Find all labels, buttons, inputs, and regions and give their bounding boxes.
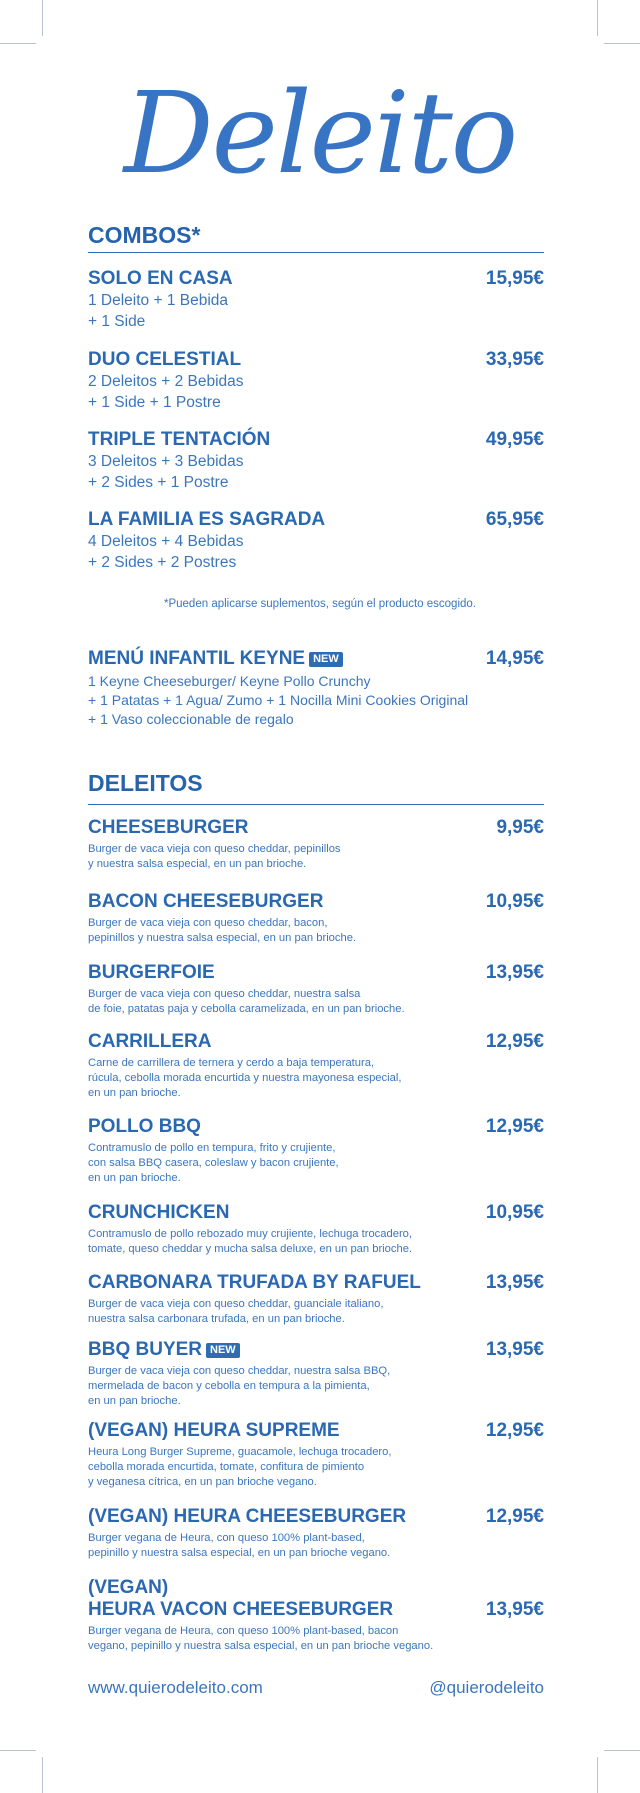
combo-desc: + 1 Side + 1 Postre	[88, 394, 221, 411]
combo-item	[88, 509, 544, 573]
menu-item	[88, 1420, 544, 1490]
description-line: y veganesa cítrica, en un pan brioche vegano.	[88, 1476, 317, 1488]
item-description	[88, 1531, 544, 1561]
kids-menu-line: 1 Keyne Cheeseburger/ Keyne Pollo Crunchy	[88, 673, 371, 689]
item-name-row	[88, 1339, 544, 1361]
description-line: Burger de vaca vieja con queso cheddar, pepinillos	[88, 843, 341, 855]
item-description	[88, 1624, 544, 1654]
description-line: Burger de vaca vieja con queso cheddar, bacon,	[88, 917, 328, 929]
item-price: 12,95€	[485, 1506, 544, 1527]
description-line: pepinillo y nuestra salsa especial, en un pan brioche vegano.	[88, 1547, 391, 1559]
description-line: rúcula, cebolla morada encurtida y nuestra mayonesa especial,	[88, 1072, 402, 1084]
crop-mark	[0, 43, 36, 44]
crop-mark	[597, 0, 598, 36]
description-line: pepinillos y nuestra salsa especial, en un pan brioche.	[88, 932, 357, 944]
combo-price: 65,95€	[485, 509, 544, 530]
combo-desc: 1 Deleito + 1 Bebida	[88, 292, 229, 309]
combo-desc: 4 Deleitos + 4 Bebidas	[88, 533, 244, 550]
combos-note: *Pueden aplicarse suplementos, según el producto escogido.	[164, 598, 476, 610]
description-line: Burger vegana de Heura, con queso 100% plant-based, bacon	[88, 1625, 399, 1637]
kids-menu-name-row	[88, 648, 544, 670]
description-line: nuestra salsa carbonara trufada, en un pan brioche.	[88, 1313, 345, 1325]
section-divider	[88, 804, 544, 805]
item-name-line2: HEURA VACON CHEESEBURGER	[88, 1599, 394, 1620]
section-divider	[88, 252, 544, 253]
combo-desc: 2 Deleitos + 2 Bebidas	[88, 373, 244, 390]
menu-item	[88, 962, 544, 1017]
item-price: 13,95€	[485, 962, 544, 983]
item-name: CHEESEBURGER	[88, 817, 249, 838]
kids-menu-line: + 1 Patatas + 1 Agua/ Zumo + 1 Nocilla Mini Cookies Original	[88, 692, 469, 708]
new-badge: NEW	[309, 652, 343, 667]
item-description	[88, 987, 544, 1017]
item-name: BACON CHEESEBURGER	[88, 891, 324, 912]
combo-name: SOLO EN CASA	[88, 268, 233, 289]
description-line: Burger de vaca vieja con queso cheddar, nuestra salsa BBQ,	[88, 1365, 391, 1377]
item-price: 13,95€	[485, 1599, 544, 1620]
menu-item	[88, 817, 544, 872]
description-line: y nuestra salsa especial, en un pan brioche.	[88, 858, 307, 870]
menu-item	[88, 891, 544, 946]
combo-desc: 3 Deleitos + 3 Bebidas	[88, 453, 244, 470]
crop-mark	[42, 0, 43, 36]
description-line: Carne de carrillera de ternera y cerdo a baja temperatura,	[88, 1057, 375, 1069]
combo-desc: + 2 Sides + 1 Postre	[88, 474, 229, 491]
item-description	[88, 1364, 544, 1409]
item-description	[88, 1227, 544, 1257]
item-name: CARRILLERA	[88, 1031, 212, 1052]
crop-mark	[604, 1750, 640, 1751]
description-line: mermelada de bacon y cebolla en tempura a la pimienta,	[88, 1380, 370, 1392]
description-line: de foie, patatas paja y cebolla caramelizada, en un pan brioche.	[88, 1003, 405, 1015]
item-price: 13,95€	[485, 1339, 544, 1360]
description-line: Burger vegana de Heura, con queso 100% plant-based,	[88, 1532, 365, 1544]
item-description	[88, 842, 544, 872]
item-price: 12,95€	[485, 1031, 544, 1052]
description-line: en un pan brioche.	[88, 1172, 181, 1184]
description-line: Contramuslo de pollo en tempura, frito y crujiente,	[88, 1142, 336, 1154]
combo-price: 15,95€	[485, 268, 544, 289]
item-name: POLLO BBQ	[88, 1116, 201, 1137]
combo-name: DUO CELESTIAL	[88, 349, 242, 370]
item-name: BURGERFOIE	[88, 962, 215, 983]
kids-menu-name: MENÚ INFANTIL KEYNE	[88, 648, 306, 669]
deleitos-title: DELEITOS	[88, 770, 203, 796]
new-badge: NEW	[206, 1343, 240, 1358]
description-line: en un pan brioche.	[88, 1395, 181, 1407]
item-name: CRUNCHICKEN	[88, 1202, 230, 1223]
description-line: Burger de vaca vieja con queso cheddar, nuestra salsa	[88, 988, 361, 1000]
item-price: 9,95€	[496, 817, 544, 838]
item-name: (VEGAN) HEURA CHEESEBURGER	[88, 1506, 407, 1527]
combo-price: 33,95€	[485, 349, 544, 370]
combo-price: 49,95€	[485, 429, 544, 450]
menu-item	[88, 1506, 544, 1561]
combo-item	[88, 349, 544, 413]
menu-item	[88, 1577, 544, 1654]
combo-item	[88, 268, 544, 332]
item-name: CARBONARA TRUFADA BY RAFUEL	[88, 1272, 421, 1293]
item-description	[88, 1445, 544, 1490]
description-line: Heura Long Burger Supreme, guacamole, lechuga trocadero,	[88, 1446, 392, 1458]
crop-mark	[597, 1757, 598, 1793]
description-line: vegano, pepinillo y nuestra salsa especial, en un pan brioche vegano.	[88, 1640, 434, 1652]
description-line: cebolla morada encurtida, tomate, confitura de pimiento	[88, 1461, 365, 1473]
combo-name: LA FAMILIA ES SAGRADA	[88, 509, 326, 530]
kids-menu-line: + 1 Vaso coleccionable de regalo	[88, 711, 294, 727]
combo-item	[88, 429, 544, 493]
combos-title: COMBOS*	[88, 222, 201, 248]
item-description	[88, 1056, 544, 1101]
item-price: 10,95€	[485, 1202, 544, 1223]
item-name-line1: (VEGAN)	[88, 1577, 169, 1598]
description-line: Contramuslo de pollo rebozado muy crujiente, lechuga trocadero,	[88, 1228, 413, 1240]
crop-mark	[42, 1757, 43, 1793]
item-description	[88, 916, 544, 946]
item-price: 12,95€	[485, 1116, 544, 1137]
menu-item	[88, 1031, 544, 1101]
combo-desc: + 2 Sides + 2 Postres	[88, 554, 237, 571]
website-link[interactable]: www.quierodeleito.com	[88, 1678, 263, 1697]
menu-item	[88, 1339, 544, 1409]
item-price: 12,95€	[485, 1420, 544, 1441]
crop-mark	[604, 43, 640, 44]
item-name: BBQ BUYER	[88, 1339, 203, 1360]
menu-item	[88, 1202, 544, 1257]
social-handle[interactable]: @quierodeleito	[429, 1678, 544, 1697]
kids-menu-price: 14,95€	[485, 648, 544, 669]
item-description	[88, 1297, 544, 1327]
description-line: tomate, queso cheddar y mucha salsa deluxe, en un pan brioche.	[88, 1243, 413, 1255]
crop-mark	[0, 1750, 36, 1751]
item-price: 13,95€	[485, 1272, 544, 1293]
description-line: con salsa BBQ casera, coleslaw y bacon crujiente,	[88, 1157, 339, 1169]
combo-desc: + 1 Side	[88, 313, 146, 330]
brand-logo: Deleito	[123, 69, 517, 199]
combo-name: TRIPLE TENTACIÓN	[88, 429, 271, 450]
kids-menu-item	[88, 648, 544, 728]
menu-item	[88, 1116, 544, 1186]
description-line: Burger de vaca vieja con queso cheddar, guanciale italiano,	[88, 1298, 384, 1310]
item-description	[88, 1141, 544, 1186]
item-name: (VEGAN) HEURA SUPREME	[88, 1420, 340, 1441]
menu-item	[88, 1272, 544, 1327]
item-price: 10,95€	[485, 891, 544, 912]
description-line: en un pan brioche.	[88, 1087, 181, 1099]
